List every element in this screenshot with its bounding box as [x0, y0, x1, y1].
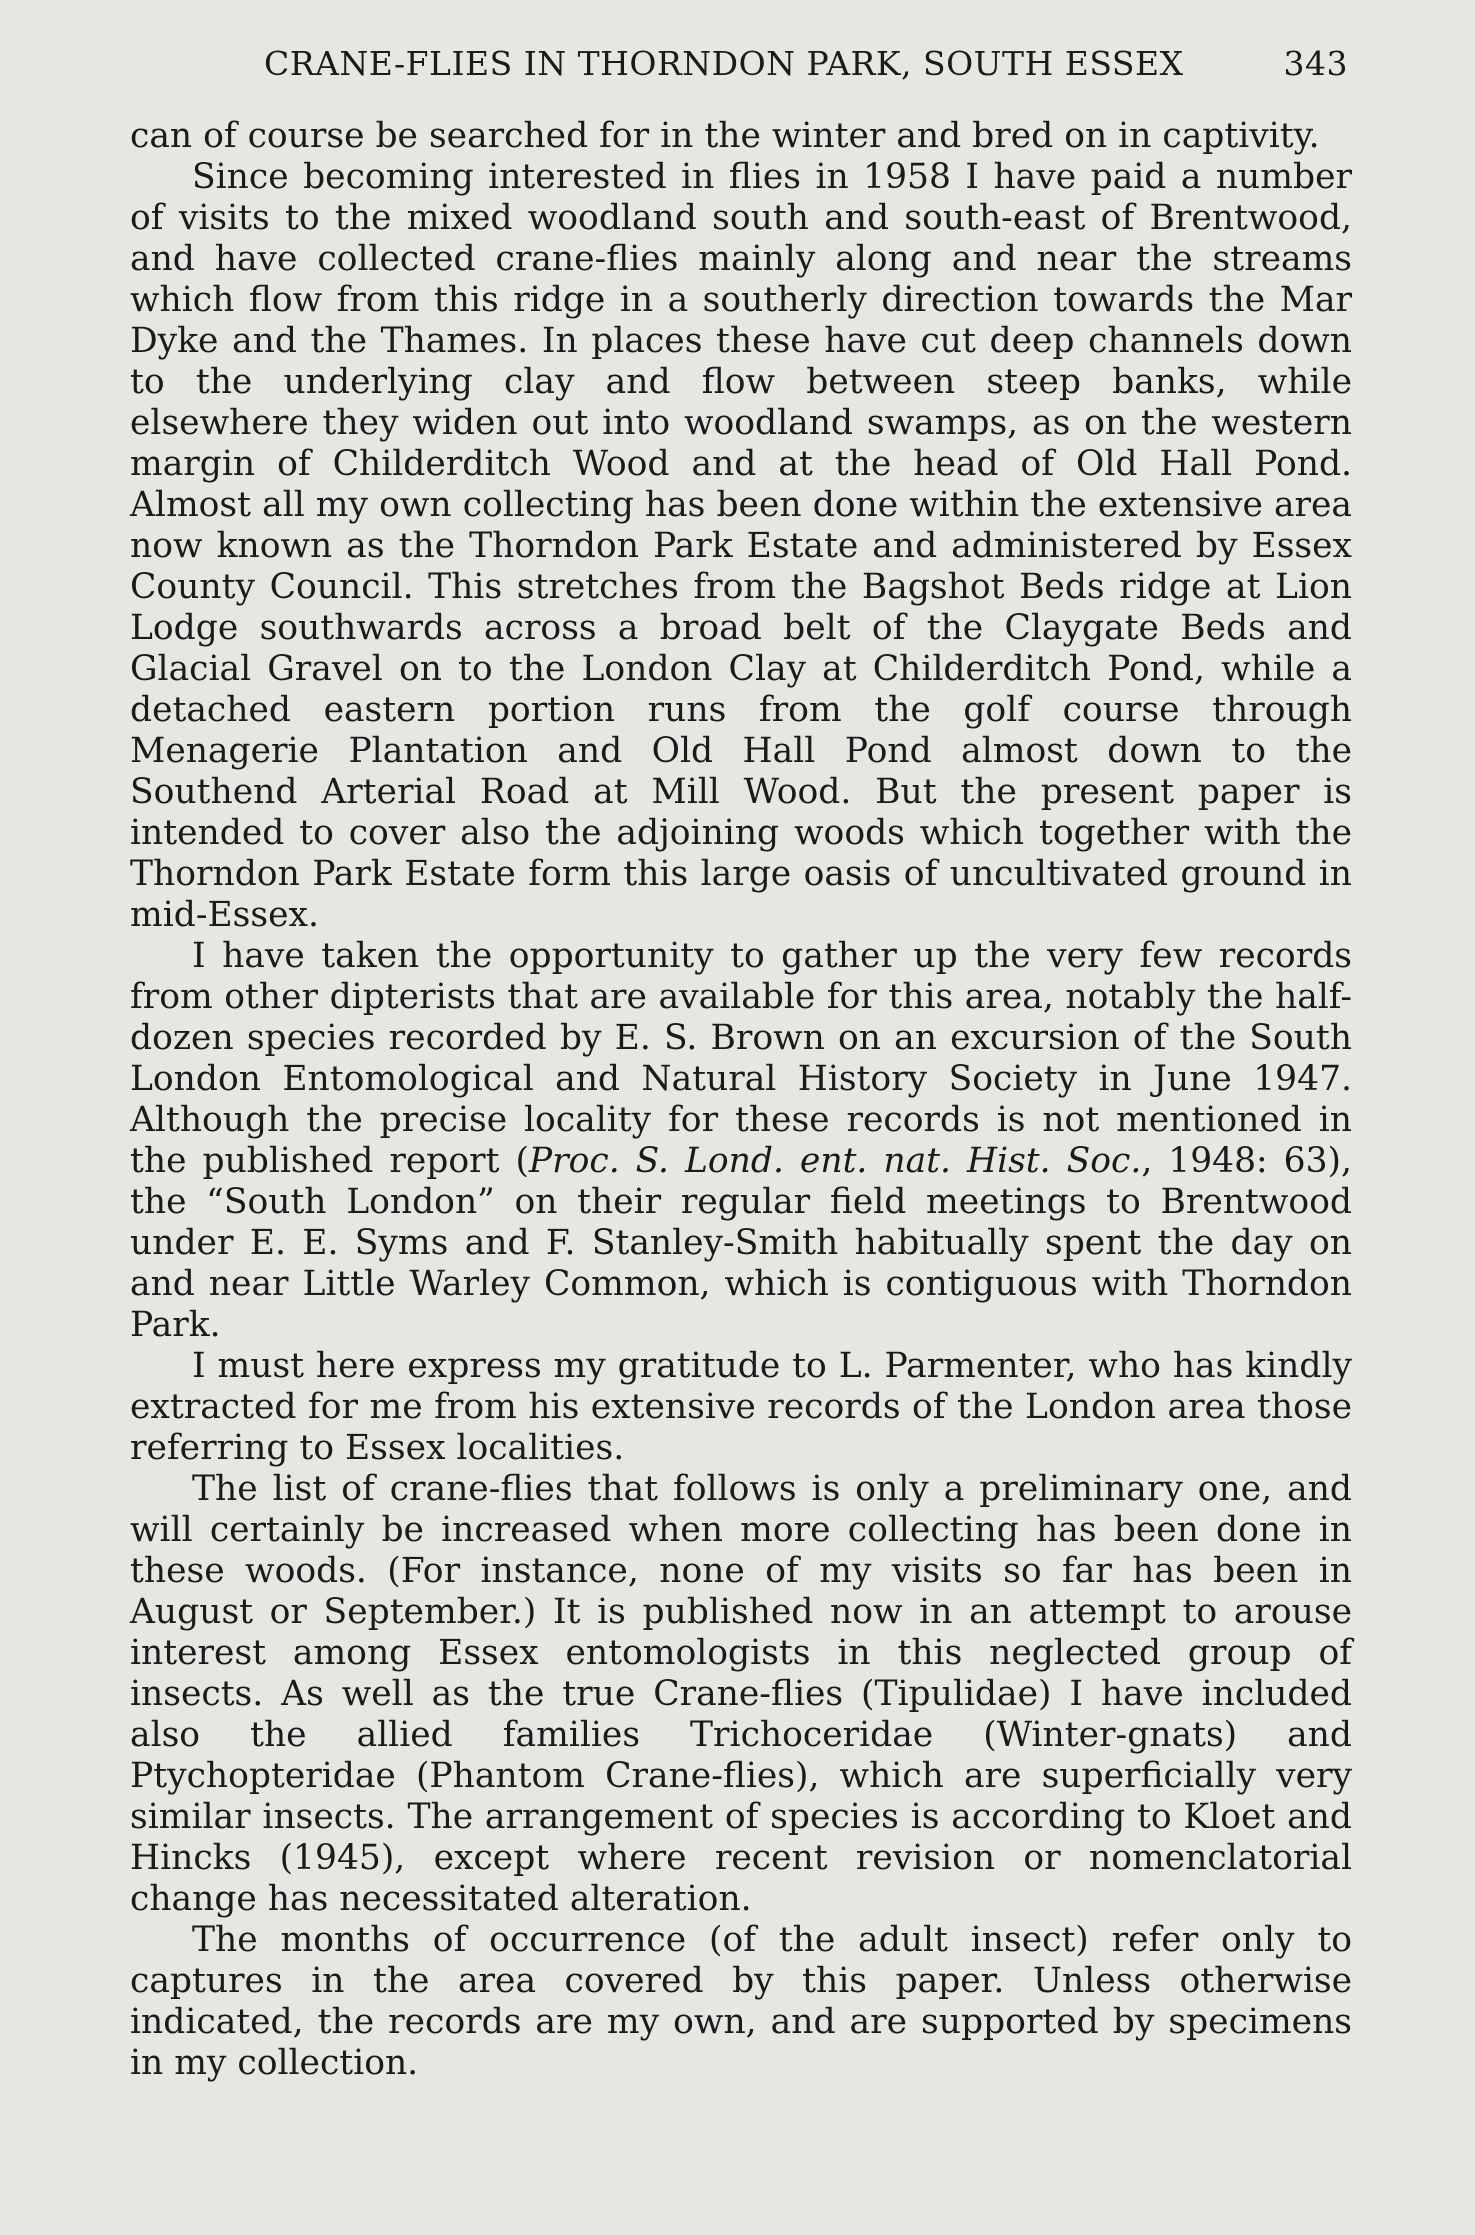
body-text: [130, 116, 1352, 2084]
paragraph-study-area: Since becoming interested in flies in 1958 I have paid a number of visits to the mixed woodland south and south-east of Brentwood, and have collected crane-flies mainly along and near the streams which flow from this ridge in a southerly direction towards the Mar Dyke and the Thames. In places these have cut deep channels down to the underlying clay and flow between steep banks, while elsewhere they widen out into woodland swamps, as on the western margin of Childerditch Wood and at the head of Old Hall Pond. Almost all my own collecting has been done within the extensive area now known as the Thorndon Park Estate and administered by Essex County Council. This stretches from the Bagshot Beds ridge at Lion Lodge southwards across a broad belt of the Claygate Beds and Glacial Gravel on to the London Clay at Childerditch Pond, while a detached eastern portion runs from the golf course through Menagerie Plantation and Old Hall Pond almost down to the Southend Arterial Road at Mill Wood. But the present paper is intended to cover also the adjoining woods which together with the Thorndon Park Estate form this large oasis of uncultivated ground in mid-Essex.: [130, 157, 1352, 935]
paragraph-list-intro: The list of crane-flies that follows is only a preliminary one, and will certainly be increased when more collecting has been done in these woods. (For instance, none of my visits so far has been in August or September.) It is published now in an attempt to arouse interest among Essex entomologists in this neglected group of insects. As well as the true Crane-flies (Tipulidae) I have included also the allied families Trichoceridae (Winter-gnats) and Ptychopteridae (Phantom Crane-flies), which are superficially very similar insects. The arrangement of species is according to Kloet and Hincks (1945), except where recent revision or nomenclatorial change has necessitated alteration.: [130, 1469, 1352, 1919]
paragraph-continued: can of course be searched for in the winter and bred on in captivity.: [130, 116, 1320, 156]
paragraph-other-records: [130, 936, 1352, 1346]
page-number: 343: [1283, 44, 1348, 83]
journal-citation: Proc. S. Lond. ent. nat. Hist. Soc.: [528, 1141, 1142, 1181]
paragraph-acknowledgement: I must here express my gratitude to L. Parmenter, who has kindly extracted for me from his extensive records of the London area those referring to Essex localities.: [130, 1346, 1352, 1468]
running-head: [218, 30, 1358, 90]
running-title: CRANE-FLIES IN THORNDON PARK, SOUTH ESSEX: [264, 44, 1184, 83]
paragraph-text: , 1948: 63), the “South London” on their regular field meetings to Brentwood under E. E. Syms and F. Stanley-Smith habitually spent the day on and near Little Warley Common, which is contiguous with Thorndon Park.: [130, 1141, 1352, 1345]
paragraph-text: I have taken the opportunity to gather up the very few records from other dipterists that are available for this area, notably the half-dozen species recorded by E. S. Brown on an excursion of the South London Entomological and Natural History Society in June 1947. Although the precise locality for these records is not mentioned in the published report (: [130, 936, 1352, 1181]
paragraph-months-note: The months of occurrence (of the adult insect) refer only to captures in the area covered by this paper. Unless otherwise indicated, the records are my own, and are supported by specimens in my collection.: [130, 1920, 1352, 2083]
